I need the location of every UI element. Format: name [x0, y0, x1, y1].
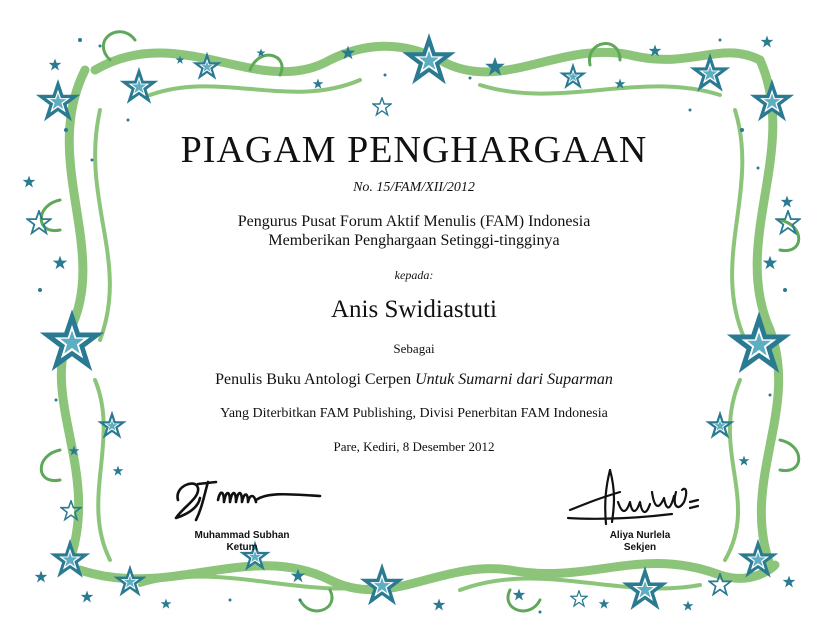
as-label: Sebagai	[393, 341, 435, 356]
book-title: Untuk Sumarni dari Suparman	[415, 371, 613, 388]
signatory-title: Sekjen	[623, 542, 657, 553]
role-prefix: Penulis Buku Antologi Cerpen	[215, 371, 416, 388]
signatory-name: Aliya Nurlela	[609, 530, 671, 541]
signatory-right	[570, 530, 710, 554]
certificate-number: No. 15/FAM/XII/2012	[353, 180, 475, 195]
signatory-left	[172, 530, 312, 554]
recipient-role	[0, 371, 828, 389]
publisher-line: Yang Diterbitkan FAM Publishing, Divisi Penerbitan FAM Indonesia	[220, 406, 608, 421]
signatory-name: Muhammad Subhan	[194, 530, 290, 541]
signatory-title: Ketum	[226, 542, 258, 553]
organizer-line-2: Memberikan Penghargaan Setinggi-tingginya	[268, 232, 560, 249]
certificate-title: PIAGAM PENGHARGAAN	[180, 129, 648, 171]
place-date: Pare, Kediri, 8 Desember 2012	[333, 439, 495, 454]
to-label: kepada:	[394, 268, 434, 282]
handwritten-signature-icon	[168, 474, 328, 526]
recipient-name: Anis Swidiastuti	[331, 296, 497, 323]
handwritten-signature-icon	[560, 462, 710, 532]
organizer-line-1: Pengurus Pusat Forum Aktif Menulis (FAM) Indonesia	[237, 213, 591, 230]
